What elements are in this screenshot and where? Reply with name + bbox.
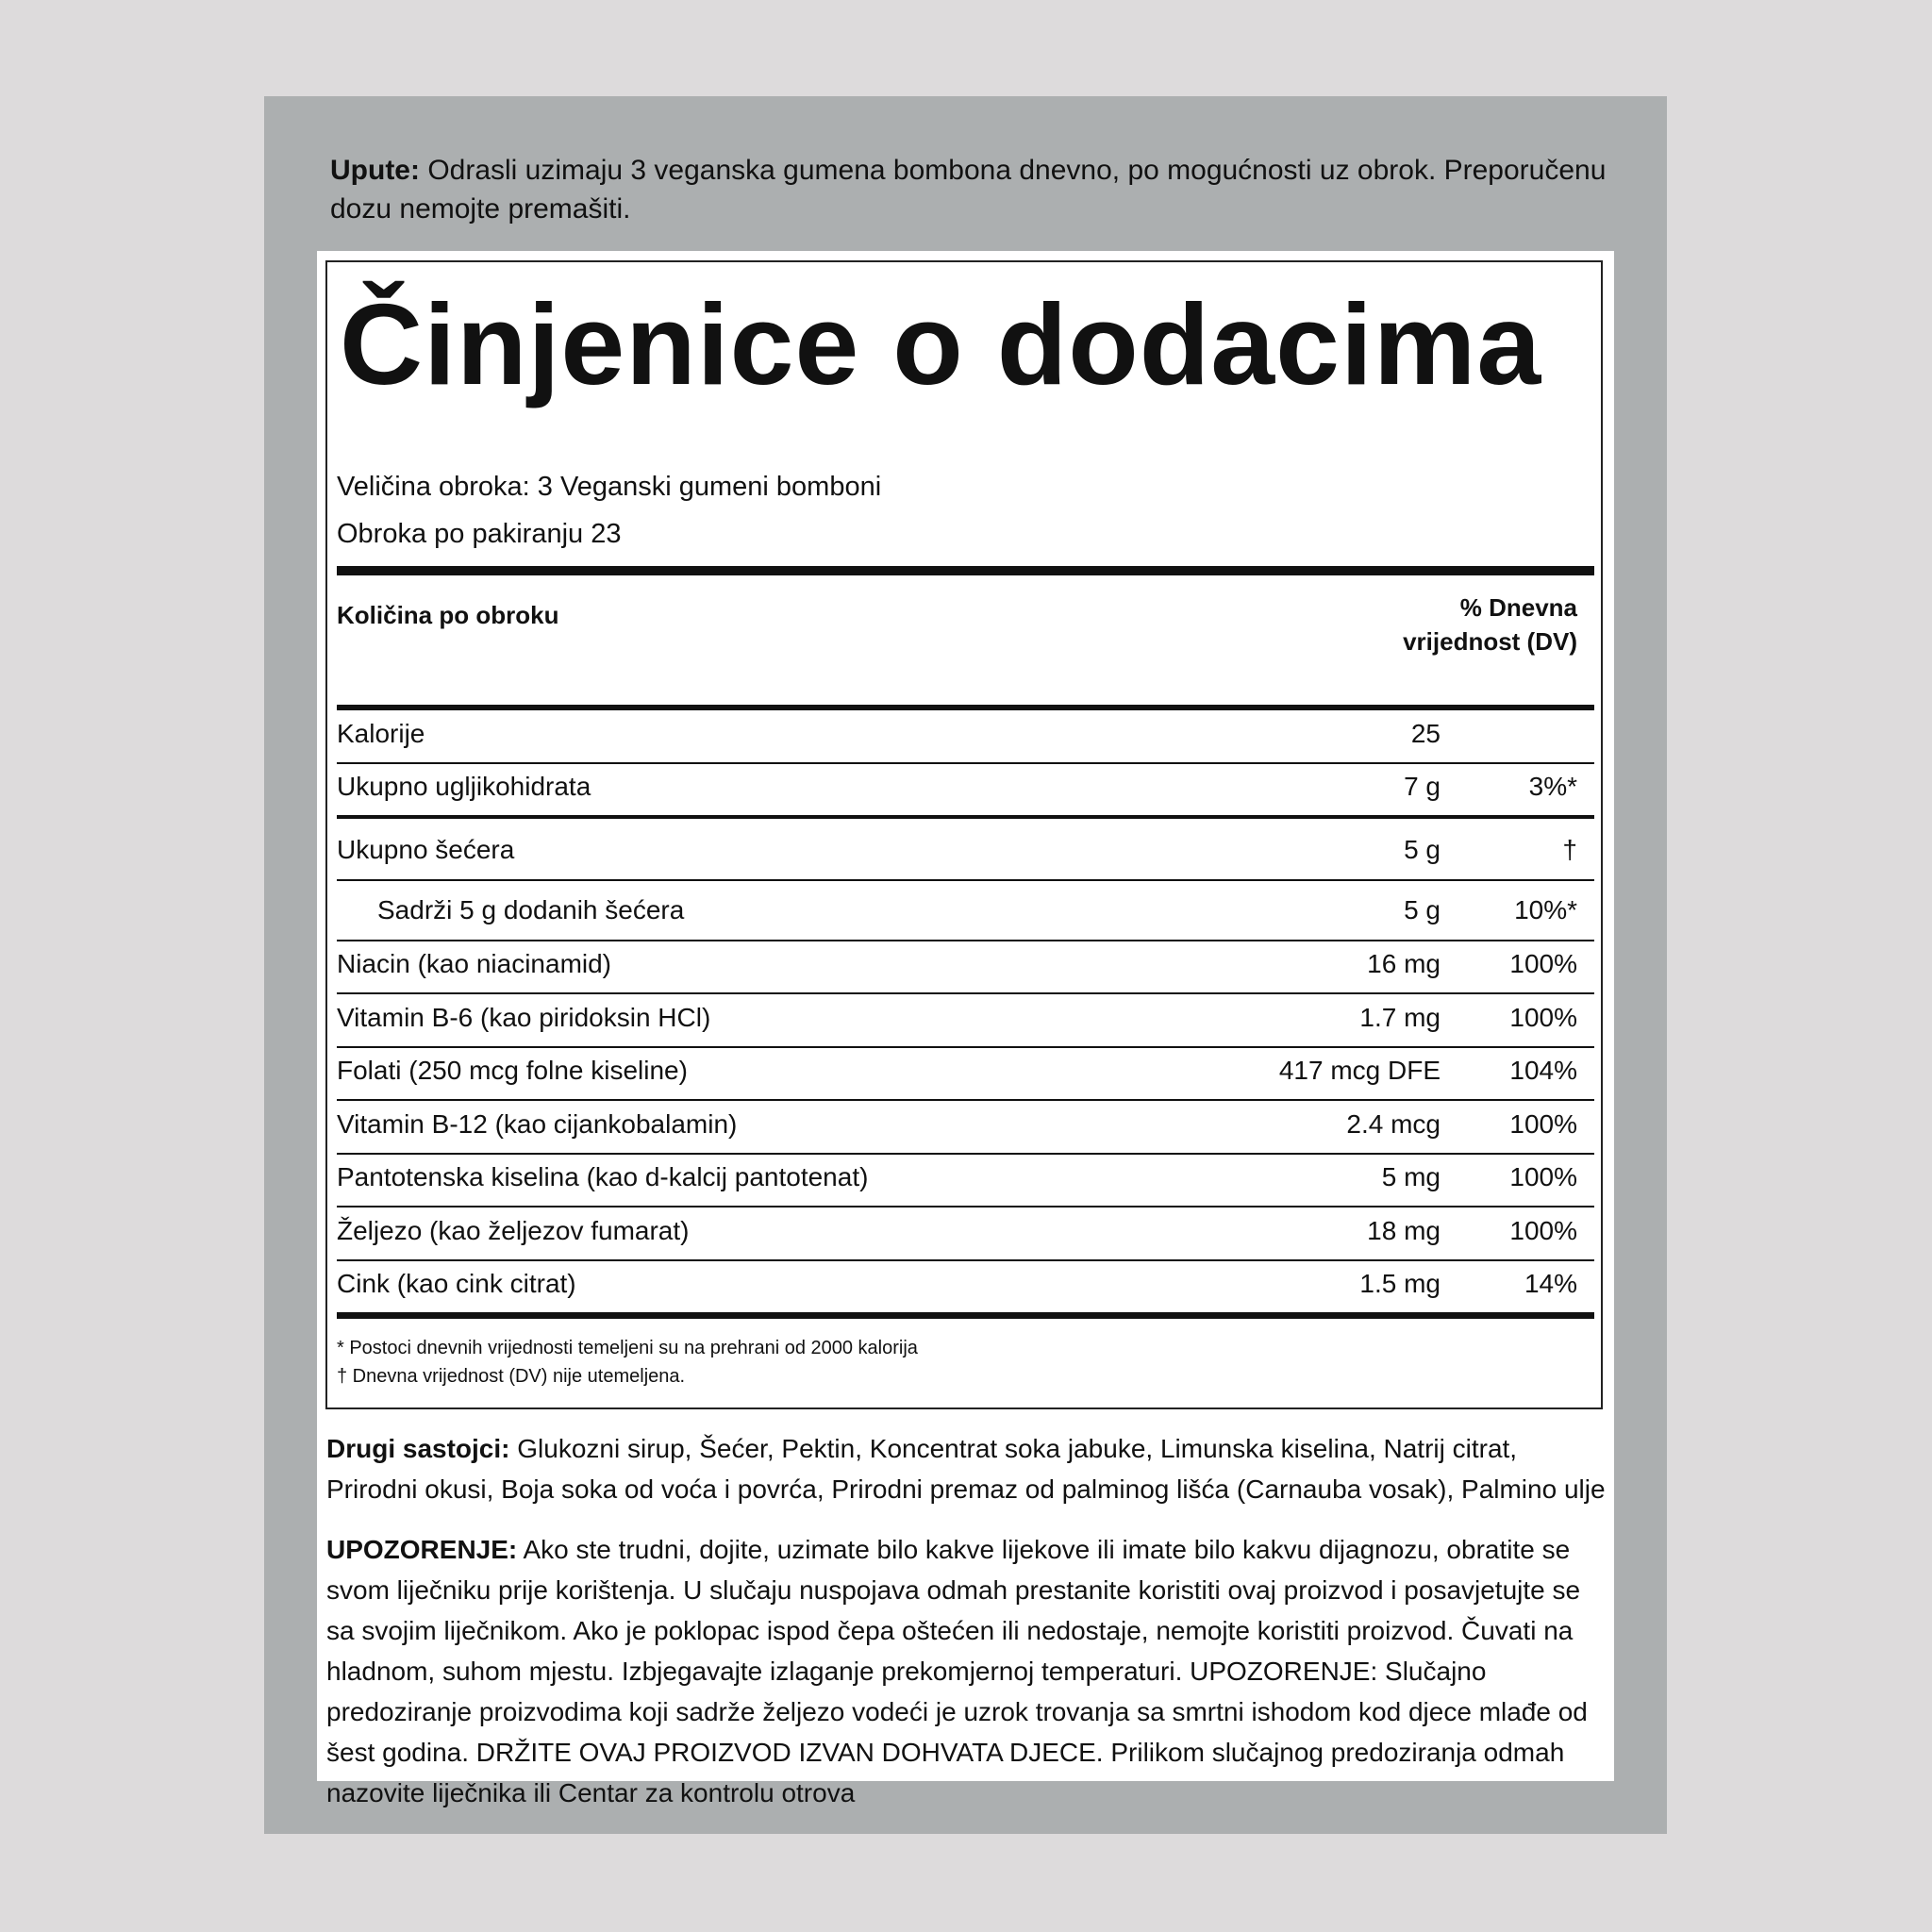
nutrient-dv: 100% bbox=[1509, 1109, 1577, 1139]
header-amount-per-serving: Količina po obroku bbox=[337, 601, 559, 629]
thin-rule bbox=[337, 1259, 1594, 1261]
thick-rule-top bbox=[337, 566, 1594, 575]
nutrient-dv: 100% bbox=[1509, 1162, 1577, 1191]
footnote-dagger: † Dnevna vrijednost (DV) nije utemeljena. bbox=[337, 1366, 686, 1387]
thin-rule bbox=[337, 992, 1594, 994]
nutrient-name: Kalorije bbox=[337, 719, 425, 748]
thick-rule-bottom bbox=[337, 1312, 1594, 1319]
nutrient-amount: 5 mg bbox=[1381, 1162, 1441, 1191]
thick-rule-header bbox=[337, 705, 1594, 710]
nutrient-amount: 2.4 mcg bbox=[1346, 1109, 1441, 1139]
nutrient-name: Željezo (kao željezov fumarat) bbox=[337, 1216, 690, 1245]
directions-text bbox=[330, 151, 1613, 228]
thin-rule bbox=[337, 762, 1594, 764]
nutrient-amount: 25 bbox=[1410, 719, 1441, 748]
nutrient-dv: 100% bbox=[1509, 1003, 1577, 1032]
nutrient-name: Folati (250 mcg folne kiseline) bbox=[337, 1056, 688, 1085]
nutrient-dv: 10%* bbox=[1514, 895, 1577, 924]
nutrient-name: Vitamin B-12 (kao cijankobalamin) bbox=[337, 1109, 738, 1139]
other-ingredients bbox=[326, 1428, 1609, 1509]
nutrient-name: Vitamin B-6 (kao piridoksin HCl) bbox=[337, 1003, 711, 1032]
nutrient-dv: 100% bbox=[1509, 1216, 1577, 1245]
warning-label: UPOZORENJE: bbox=[326, 1535, 518, 1564]
nutrient-name: Niacin (kao niacinamid) bbox=[337, 949, 612, 978]
nutrient-name: Sadrži 5 g dodanih šećera bbox=[377, 895, 685, 924]
thin-rule bbox=[337, 1046, 1594, 1048]
thin-rule bbox=[337, 1099, 1594, 1101]
directions-body: Odrasli uzimaju 3 veganska gumena bombona dnevno, po mogućnosti uz obrok. Preporučenu dozu nemojte premašiti. bbox=[330, 155, 1607, 225]
nutrient-name: Ukupno ugljikohidrata bbox=[337, 772, 591, 801]
nutrient-amount: 5 g bbox=[1404, 895, 1441, 924]
nutrient-amount: 16 mg bbox=[1367, 949, 1441, 978]
medium-rule bbox=[337, 815, 1594, 819]
nutrient-dv: 104% bbox=[1509, 1056, 1577, 1085]
other-ingredients-text: Glukozni sirup, Šećer, Pektin, Koncentrat soka jabuke, Limunska kiselina, Natrij citrat, Prirodni okusi, Boja soka od voća i povrća, Prirodni premaz od palminog lišća (Carnauba vosak), Palmino ulje bbox=[326, 1434, 1606, 1504]
warning-text: Ako ste trudni, dojite, uzimate bilo kakve lijekove ili imate bilo kakvu dijagnozu, obratite se svom liječniku prije korištenja. U slučaju nuspojava odmah prestanite koristiti ovaj proizvod i posavjetujte se sa svojim liječnikom. Ako je poklopac ispod čepa oštećen ili nedostaje, nemojte koristiti proizvod. Čuvati na hladnom, suhom mjestu. Izbjegavajte izlaganje prekomjernoj temperaturi. UPOZORENJE: Slučajno predoziranje proizvodima koji sadrže željezo vodeći je uzrok trovanja sa smrtni ishodom kod djece mlađe od šest godina. DRŽITE OVAJ PROIZVOD IZVAN DOHVATA DJECE. Prilikom slučajnog predoziranja odmah nazovite liječnika ili Centar za kontrolu otrova bbox=[326, 1535, 1588, 1807]
thin-rule bbox=[337, 1153, 1594, 1155]
other-ingredients-label: Drugi sastojci: bbox=[326, 1434, 510, 1463]
nutrient-amount: 18 mg bbox=[1367, 1216, 1441, 1245]
nutrient-dv: 100% bbox=[1509, 949, 1577, 978]
directions-label: Upute: bbox=[330, 155, 420, 186]
nutrient-amount: 5 g bbox=[1404, 835, 1441, 864]
nutrient-amount: 417 mcg DFE bbox=[1278, 1056, 1441, 1085]
nutrient-dv: 3%* bbox=[1528, 772, 1577, 801]
thin-rule bbox=[337, 879, 1594, 881]
nutrient-amount: 7 g bbox=[1404, 772, 1441, 801]
thin-rule bbox=[337, 940, 1594, 941]
servings-per-container: Obroka po pakiranju 23 bbox=[337, 519, 622, 549]
serving-size: Veličina obroka: 3 Veganski gumeni bomboni bbox=[337, 472, 882, 502]
facts-title: Činjenice o dodacima bbox=[340, 280, 1542, 408]
thin-rule bbox=[337, 1206, 1594, 1208]
nutrient-amount: 1.5 mg bbox=[1359, 1269, 1441, 1298]
nutrient-dv: 14% bbox=[1524, 1269, 1577, 1298]
nutrient-name: Cink (kao cink citrat) bbox=[337, 1269, 576, 1298]
nutrient-amount: 1.7 mg bbox=[1359, 1003, 1441, 1032]
footnote-asterisk: * Postoci dnevnih vrijednosti temeljeni su na prehrani od 2000 kalorija bbox=[337, 1338, 918, 1358]
nutrient-name: Ukupno šećera bbox=[337, 835, 515, 864]
footnotes bbox=[337, 1334, 918, 1391]
warning bbox=[326, 1529, 1609, 1813]
nutrient-name: Pantotenska kiselina (kao d-kalcij pantotenat) bbox=[337, 1162, 869, 1191]
header-daily-value: % Dnevna vrijednost (DV) bbox=[1403, 593, 1577, 656]
nutrient-dv: † bbox=[1562, 835, 1577, 864]
